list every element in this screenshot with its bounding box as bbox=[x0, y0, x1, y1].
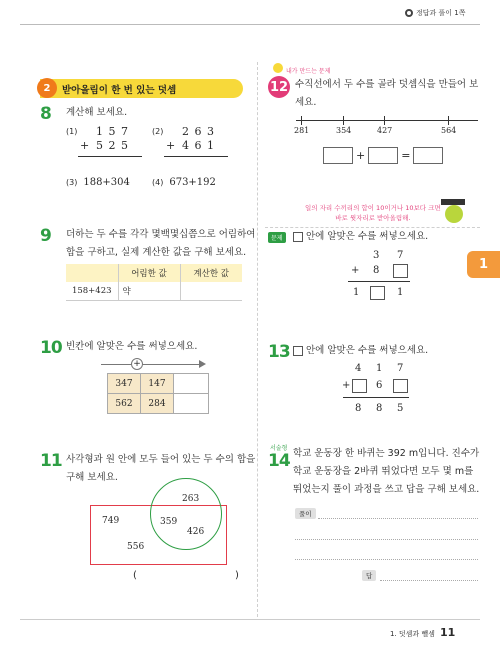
question-14-number: 14 bbox=[268, 451, 290, 471]
solution-line-2[interactable] bbox=[295, 539, 478, 540]
table-row: 158+423 약 bbox=[66, 282, 242, 300]
page-number: 11 bbox=[439, 626, 456, 639]
question-14-text: 학교 운동장 한 바퀴는 392 m입니다. 진수가 학교 운동장을 2바퀴 뛰었다면 모두 몇 m를 뛰었는지 풀이 과정을 쓰고 답을 구해 보세요. bbox=[293, 448, 480, 496]
answer-cell-1[interactable] bbox=[174, 374, 209, 394]
footer-rule bbox=[20, 619, 480, 620]
blank-box-icon bbox=[293, 232, 303, 242]
question-13-text: 안에 알맞은 수를 써넣으세요. bbox=[293, 342, 428, 360]
solution-line-3[interactable] bbox=[295, 559, 478, 560]
q12-box-2[interactable] bbox=[368, 147, 398, 164]
question-11-number: 11 bbox=[40, 451, 62, 471]
question-10-text: 빈칸에 알맞은 수를 써넣으세요. bbox=[66, 341, 198, 352]
q13-blank-ones[interactable] bbox=[393, 379, 408, 393]
answer-line[interactable] bbox=[380, 580, 478, 581]
solution-label: 풀이 bbox=[295, 508, 316, 519]
concept-vertical-addition: 3 7 + 8 1 1 bbox=[343, 250, 413, 308]
mascot-icon bbox=[445, 205, 463, 223]
q13-blank-hundreds[interactable] bbox=[352, 379, 367, 393]
question-9-number: 9 bbox=[40, 226, 51, 246]
section-banner bbox=[40, 79, 243, 98]
number-line: 281 354 427 564 bbox=[296, 116, 478, 140]
section-title: 받아올림이 한 번 있는 덧셈 bbox=[62, 84, 177, 96]
q8-problem-4: (4) 673+192 bbox=[152, 177, 216, 188]
answer-paren-close: ) bbox=[235, 570, 239, 581]
concept-blank-ones[interactable] bbox=[393, 264, 408, 278]
answer-paren-open: ( bbox=[133, 570, 137, 581]
q13-vertical-addition: 4 1 7 + 6 8 8 5 bbox=[343, 363, 413, 423]
question-10-number: 10 bbox=[40, 338, 62, 358]
footer: 1. 덧셈과 뺄셈 11 bbox=[390, 626, 456, 639]
concept-question-text: 안에 알맞은 수를 써넣으세요. bbox=[293, 228, 428, 246]
estimate-cell[interactable]: 약 bbox=[118, 282, 180, 300]
q12-equation: + = bbox=[323, 147, 443, 164]
clover-icon bbox=[405, 9, 413, 17]
blank-box-icon bbox=[293, 346, 303, 356]
concept-badge: 문제 bbox=[268, 232, 286, 243]
answer-cell-2[interactable] bbox=[174, 394, 209, 414]
question-11-text: 사각형과 원 안에 모두 들어 있는 두 수의 합을 구해 보세요. bbox=[66, 454, 256, 484]
plus-arrow bbox=[101, 358, 206, 370]
chapter-side-tab: 1 bbox=[467, 251, 500, 278]
q14-badge: 서술형 bbox=[270, 445, 288, 452]
q12-box-3[interactable] bbox=[413, 147, 443, 164]
q12-badge: 내가 만드는 문제 bbox=[286, 68, 331, 75]
q10-grid: 347 147 562 284 bbox=[107, 373, 209, 414]
q9-table bbox=[66, 264, 242, 301]
graduation-cap-icon bbox=[441, 199, 465, 205]
answer-reference: 정답과 풀이 1쪽 bbox=[405, 8, 465, 18]
answer-label: 답 bbox=[362, 570, 376, 581]
question-12-number: 12 bbox=[268, 76, 290, 98]
smiley-icon bbox=[273, 63, 283, 73]
plus-circle: + bbox=[131, 358, 143, 370]
header-rule bbox=[20, 24, 480, 25]
solution-line-1[interactable] bbox=[318, 518, 478, 519]
q8-problem-3: (3) 188+304 bbox=[66, 177, 130, 188]
actual-cell[interactable] bbox=[180, 282, 242, 300]
column-divider bbox=[257, 62, 258, 617]
question-9-text: 더하는 두 수를 각각 몇백몇십쯤으로 어림하여 합을 구하고, 실제 계산한 값을 구해 보세요. bbox=[66, 229, 256, 259]
tip-text: 일의 자리 수끼리의 합이 10이거나 10보다 크면 바로 윗자리로 받아올림해. bbox=[305, 204, 441, 223]
question-8-number: 8 bbox=[40, 104, 51, 124]
q12-box-1[interactable] bbox=[323, 147, 353, 164]
question-13-number: 13 bbox=[268, 342, 290, 362]
question-12-text: 수직선에서 두 수를 골라 덧셈식을 만들어 보 세요. bbox=[295, 79, 479, 109]
q11-circle bbox=[150, 478, 222, 550]
table-header-row: 어림한 값 계산한 값 bbox=[66, 264, 242, 282]
section-number: 2 bbox=[37, 78, 57, 98]
q11-answer-field[interactable] bbox=[140, 570, 232, 584]
q8-p1-line bbox=[78, 156, 142, 157]
concept-blank-tens[interactable] bbox=[370, 286, 385, 300]
question-8-text: 계산해 보세요. bbox=[66, 107, 128, 118]
q8-p2-line bbox=[164, 156, 228, 157]
